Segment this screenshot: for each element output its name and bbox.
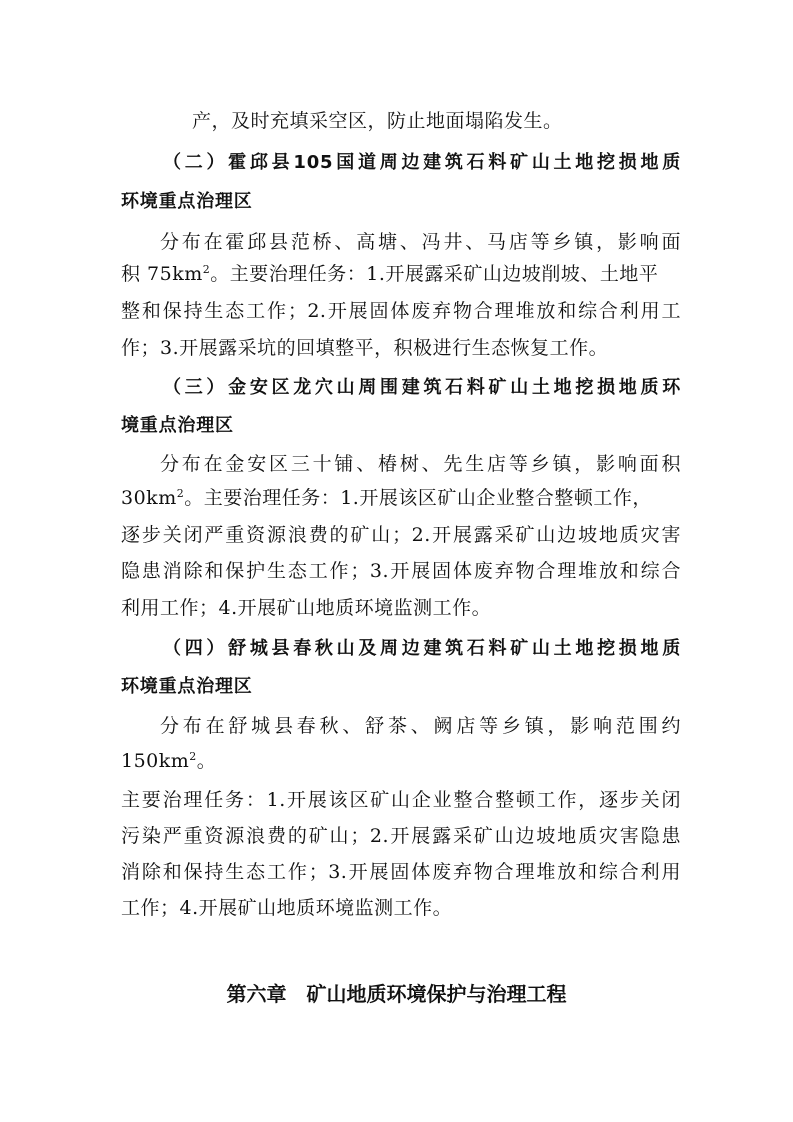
area-value: 150km	[121, 750, 190, 772]
paragraph-line: 利用工作；4.开展矿山地质环境监测工作。	[121, 597, 492, 619]
paragraph-text: 。主要治理任务：1.开展该区矿山企业整合整顿工作，	[184, 487, 652, 509]
section-heading-continued: 环境重点治理区	[121, 676, 253, 697]
paragraph-line: 消除和保持生态工作；3.开展固体废弃物合理堆放和综合利用	[121, 861, 681, 883]
superscript: 2	[176, 487, 185, 500]
superscript: 2	[189, 750, 197, 763]
paragraph-line: 分布在金安区三十铺、椿树、先生店等乡镇，影响面积	[160, 453, 681, 475]
paragraph-line: 分布在舒城县春秋、舒茶、阙店等乡镇，影响范围约	[160, 715, 681, 737]
superscript: 2	[202, 263, 211, 276]
paragraph-line: 主要治理任务：1.开展该区矿山企业整合整顿工作，逐步关闭	[121, 789, 681, 811]
area-value: 30km	[121, 487, 177, 509]
paragraph-line: 分布在霍邱县范桥、高塘、冯井、马店等乡镇，影响面	[160, 231, 681, 253]
section-heading: （三）金安区龙穴山周围建筑石料矿山土地挖损地质环	[163, 377, 681, 398]
section-heading: （二）霍邱县105国道周边建筑石料矿山土地挖损地质	[163, 152, 681, 173]
paragraph-line: 产，及时充填采空区，防止地面塌陷发生。	[192, 110, 563, 132]
paragraph-line	[121, 484, 681, 512]
paragraph-text: 。主要治理任务：1.开展露采矿山边坡削坡、土地平	[210, 263, 659, 285]
section-heading-continued: 境重点治理区	[121, 415, 234, 436]
paragraph-line: 整和保持生态工作；2.开展固体废弃物合理堆放和综合利用工	[121, 300, 681, 322]
paragraph-line	[121, 747, 681, 775]
area-value: 积 75km	[121, 263, 203, 285]
paragraph-line: 作；3.开展露采坑的回填整平，积极进行生态恢复工作。	[121, 337, 609, 359]
chapter-title: 第六章 矿山地质环境保护与治理工程	[226, 982, 567, 1006]
section-heading-continued: 环境重点治理区	[121, 191, 253, 212]
paragraph-line: 逐步关闭严重资源浪费的矿山；2.开展露采矿山边坡地质灾害	[121, 524, 681, 546]
paragraph-line: 污染严重资源浪费的矿山；2.开展露采矿山边坡地质灾害隐患	[121, 825, 681, 847]
section-heading: （四）舒城县春秋山及周边建筑石料矿山土地挖损地质	[163, 638, 681, 659]
paragraph-text: 。	[196, 750, 217, 772]
paragraph-line: 工作；4.开展矿山地质环境监测工作。	[121, 897, 453, 919]
paragraph-line: 隐患消除和保护生态工作；3.开展固体废弃物合理堆放和综合	[121, 560, 681, 582]
paragraph-line	[121, 260, 681, 288]
